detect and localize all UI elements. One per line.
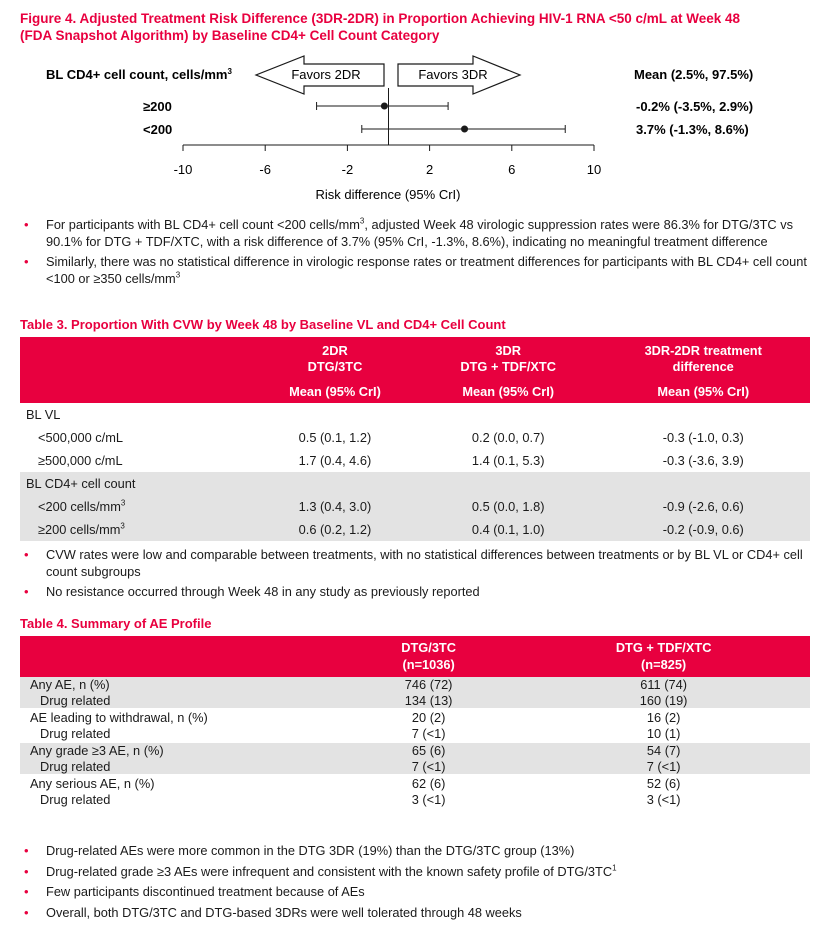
- table4-row-label: Any AE, n (%): [20, 677, 340, 693]
- favors-3dr-label: Favors 3DR: [418, 67, 488, 82]
- table3-cell: -0.9 (-2.6, 0.6): [596, 495, 810, 518]
- table4-cell: 611 (74): [517, 677, 810, 693]
- table3-sub-diff: Mean (95% CrI): [596, 381, 810, 403]
- table4-cell: 7 (<1): [340, 759, 517, 776]
- table3-col-diff: 3DR-2DR treatment difference: [596, 337, 810, 381]
- table3: [20, 337, 810, 541]
- favors-2dr-label: Favors 2DR: [291, 67, 361, 82]
- table4-row-label: Any serious AE, n (%): [20, 775, 340, 792]
- bullet-item: • Drug-related grade ≥3 AEs were infrequent and consistent with the known safety profile of DTG/$3TC^1$: [20, 864, 810, 881]
- mean-point: [461, 126, 468, 133]
- table-row: [20, 693, 810, 710]
- table3-cell: -0.3 (-1.0, 0.3): [662, 430, 744, 445]
- x-tick-label: 6: [508, 162, 516, 177]
- table4-cell: 134 (13): [340, 693, 517, 710]
- table-row: [20, 449, 810, 472]
- bullets-ae: [20, 843, 810, 925]
- x-axis-label: Risk difference (95% CrI): [315, 187, 461, 202]
- bullet-item: • For participants with BL CD4+ cell count <200 cells/$mm^3$, adjusted Week 48 virologic suppression rates were 86.3% for DTG/3TC vs 90.1% for DTG + TDF/XTC, with a risk difference of 3.7% (95% CrI, -1.3%, 8.6%), indicating no meaningful treatment difference: [20, 217, 810, 250]
- x-tick-label: -10: [173, 162, 193, 177]
- bullets-cvw: [20, 547, 810, 605]
- table4-cell: 3 (<1): [411, 791, 446, 807]
- bullet-item: • CVW rates were low and comparable between treatments, with no statistical differences between treatments or by BL VL or CD4+ cell count subgroups: [20, 547, 810, 580]
- table4-cell: 16 (2): [517, 709, 810, 726]
- table-row: [20, 742, 810, 759]
- table3-row-label: ≥500,000 c/mL: [38, 453, 123, 468]
- x-tick-label: 10: [586, 162, 602, 177]
- table-row: [20, 775, 810, 792]
- bullets-efficacy: [20, 217, 810, 291]
- table3-cell: 0.4 (0.1, 1.0): [420, 518, 597, 541]
- figure-title: [20, 10, 810, 44]
- table4-title: Table 4. Summary of AE Profile: [20, 616, 212, 631]
- table3-cell: 1.7 (0.4, 4.6): [298, 453, 372, 468]
- table4-cell: 62 (6): [340, 775, 517, 792]
- x-tick-label: 2: [425, 162, 434, 177]
- table3-cell: -0.2 (-0.9, 0.6): [596, 518, 810, 541]
- table4-cell: 160 (19): [517, 693, 810, 710]
- mean-header: Mean (2.5%, 97.5%): [634, 67, 754, 82]
- table3-cell: -0.3 (-3.6, 3.9): [662, 453, 744, 468]
- x-tick-label: -6: [259, 162, 271, 177]
- table3-cell: 0.5 (0.0, 1.8): [420, 495, 597, 518]
- table4-cell: 10 (1): [646, 725, 681, 741]
- table3-cell: 1.4 (0.1, 5.3): [471, 453, 545, 468]
- table3-subheader-row: [20, 381, 810, 403]
- figure-title-line1: Figure 4. Adjusted Treatment Risk Difference (3DR-2DR) in Proportion Achieving HIV-1 RNA <50 c/mL at Week 48: [20, 11, 741, 26]
- bullet-item: • Similarly, there was no statistical difference in virologic response rates or treatment differences for participants with BL CD4+ cell count <100 or ≥350 cells/$mm^3$: [20, 254, 810, 287]
- table3-row-label: <200 cells/$mm^3$: [20, 495, 250, 518]
- table-row: [20, 726, 810, 743]
- table4-cell: 52 (6): [517, 775, 810, 792]
- table4-row-label: Drug related: [40, 791, 111, 807]
- table4-cell: 54 (7): [517, 742, 810, 759]
- table3-section-label: BL VL: [26, 407, 61, 422]
- table3-cell: 0.2 (0.0, 0.7): [471, 430, 545, 445]
- bullet-item: • Few participants discontinued treatment because of AEs: [20, 884, 810, 901]
- table-row: [20, 792, 810, 808]
- table3-corner: [20, 337, 250, 381]
- table3-section-row: [20, 403, 810, 426]
- table3-col-2dr: 2DR DTG/3TC: [250, 337, 420, 381]
- mean-point: [381, 103, 388, 110]
- table3-row-label: ≥200 cells/$mm^3$: [20, 518, 250, 541]
- table3-sub-2dr: Mean (95% CrI): [250, 381, 420, 403]
- bullet-item: • Drug-related AEs were more common in the DTG 3DR (19%) than the DTG/3TC group (13%): [20, 843, 810, 860]
- table3-col-3dr: 3DR DTG + TDF/XTC: [420, 337, 597, 381]
- x-tick-label: -2: [341, 162, 354, 177]
- bullet-item: • Overall, both DTG/3TC and DTG-based 3DRs were well tolerated through 48 weeks: [20, 905, 810, 922]
- table4-cell: 746 (72): [340, 677, 517, 693]
- table3-title: Table 3. Proportion With CVW by Week 48 by Baseline VL and CD4+ Cell Count: [20, 317, 506, 332]
- table3-section-row: [20, 472, 810, 495]
- table3-cell: 1.3 (0.4, 3.0): [250, 495, 420, 518]
- forest-row-value: -0.2% (-3.5%, 2.9%): [636, 99, 754, 114]
- table4-cell: 7 (<1): [411, 725, 446, 741]
- forest-row-label: ≥200: [143, 99, 172, 114]
- forest-row-label: <200: [143, 122, 173, 137]
- bullet-item: • No resistance occurred through Week 48 in any study as previously reported: [20, 584, 810, 601]
- forest-plot: [0, 52, 826, 207]
- table3-header-row: [20, 337, 810, 381]
- table4-col-dtg3tc: DTG/3TC (n=1036): [340, 636, 517, 677]
- table4-cell: 65 (6): [340, 742, 517, 759]
- table4-row-label: Drug related: [20, 693, 340, 710]
- figure-title-line2: (FDA Snapshot Algorithm) by Baseline CD4+ Cell Count Category: [20, 28, 440, 43]
- table3-cell: 0.5 (0.1, 1.2): [298, 430, 372, 445]
- table4-cell: 7 (<1): [517, 759, 810, 776]
- table4-cell: 20 (2): [340, 709, 517, 726]
- table4-row-label: AE leading to withdrawal, n (%): [20, 709, 340, 726]
- forest-row-value: 3.7% (-1.3%, 8.6%): [636, 122, 749, 137]
- table-row: [20, 709, 810, 726]
- table4-row-label: Drug related: [20, 759, 340, 776]
- forest-row-header: BL CD4+ cell count, cells/$mm^3$: [46, 67, 232, 82]
- table4-col-dtgtdf: DTG + TDF/XTC (n=825): [517, 636, 810, 677]
- table-row: [20, 426, 810, 449]
- table3-row-label: <500,000 c/mL: [38, 430, 124, 445]
- table-row: [20, 759, 810, 776]
- table-row: [20, 518, 810, 541]
- table-row: [20, 495, 810, 518]
- table4-row-label: Drug related: [40, 725, 111, 741]
- table4-header-row: [20, 636, 810, 677]
- table4-row-label: Any grade ≥3 AE, n (%): [20, 742, 340, 759]
- table4-cell: 3 (<1): [646, 791, 681, 807]
- table3-cell: 0.6 (0.2, 1.2): [250, 518, 420, 541]
- table3-sub-3dr: Mean (95% CrI): [420, 381, 597, 403]
- table-row: [20, 677, 810, 693]
- table4: [20, 636, 810, 807]
- table3-section-label: BL CD4+ cell count: [20, 472, 810, 495]
